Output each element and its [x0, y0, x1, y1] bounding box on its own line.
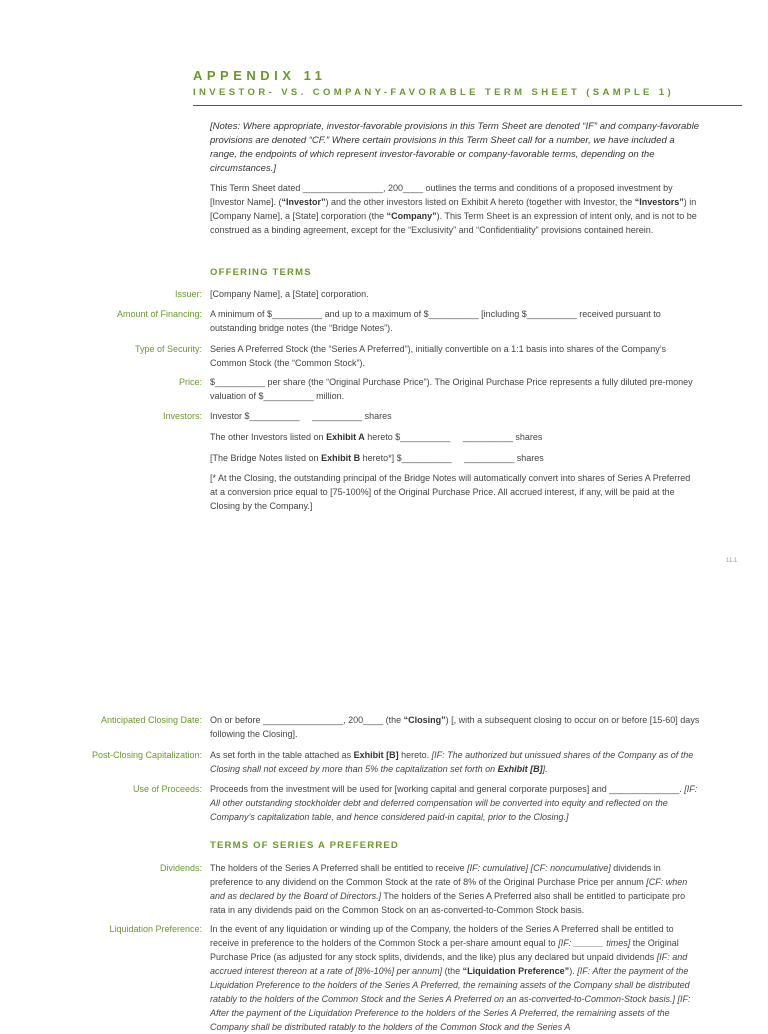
dividends-cf-clause: [CF: when and as declared by the Board of Directors.] [210, 877, 688, 901]
investors-line-2-amount: hereto $__________ __________ shares [364, 432, 543, 442]
investors-line-2 [210, 430, 700, 444]
dividends-text [210, 861, 700, 917]
closing-bold: “Closing” [403, 715, 446, 725]
intro-paragraph [210, 181, 700, 237]
liquidation-if-times: [IF: ______ times] [558, 938, 631, 948]
price-text: $__________ per share (the “Original Purchase Price”). The Original Purchase Price represents a fully diluted pre-money valuation of $__________ million. [210, 377, 693, 401]
intro-text-3: ) in [Company Name], a [State] corporation (the [210, 197, 697, 221]
intro-text-4: ). This Term Sheet is an expression of intent only, and is not to be construed as a binding agreement, except for the “Exclusivity” and “Confidentiality” provisions contained herein. [210, 211, 697, 235]
investors-line-3-text: [The Bridge Notes listed on [210, 453, 322, 463]
exhibit-b-bracket-ref: Exhibit [B] [353, 750, 399, 760]
issuer-text: [Company Name], a [State] corporation. [210, 289, 369, 299]
intro-text-1: This Term Sheet dated ________________, 200____ outlines the terms and conditions of a proposed investment by [Investor Name]. ( [210, 183, 673, 207]
capitalization-if-clause: [IF: The authorized but unissued shares of the Company as of the Closing shall not exceed by more than 5% the capitalization set forth on [210, 750, 694, 774]
proceeds-text [210, 782, 700, 824]
intro-text-2: ) and the other investors listed on Exhibit A hereto (together with Investor, the [325, 197, 635, 207]
capitalization-label: Post-Closing Capitalization: [91, 750, 202, 760]
capitalization-text-2: hereto. [398, 750, 432, 760]
dividends-label: Dividends: [159, 863, 202, 873]
series-a-heading: TERMS OF SERIES A PREFERRED [210, 840, 399, 851]
amount-label: Amount of Financing: [116, 309, 202, 319]
investors-line-2-text: The other Investors listed on [210, 432, 327, 442]
liquidation-label: Liquidation Preference: [109, 924, 202, 934]
issuer-label: Issuer: [174, 289, 202, 299]
capitalization-if-end: ]. [542, 764, 548, 774]
investors-label: Investors: [162, 411, 202, 421]
intro-bold-investors: “Investors” [634, 197, 684, 207]
investors-line-3 [210, 451, 700, 465]
investors-line-3-amount: hereto*] $__________ __________ shares [360, 453, 544, 463]
offering-terms-heading: OFFERING TERMS [210, 267, 312, 278]
liquidation-text-1: In the event of any liquidation or winding up of the Company, the holders of the Series A Preferred shall be entitled to receive in preference to the holders of the Common Stock a per-share amount equal to [210, 924, 674, 948]
dividends-if-cf-clause: [IF: cumulative] [CF: noncumulative] [467, 863, 611, 873]
exhibit-b-ref: Exhibit B [321, 453, 361, 463]
liquidation-text-3: (the [442, 966, 463, 976]
header-divider [193, 105, 742, 106]
proceeds-if-clause: [IF: All other outstanding stockholder debt and deferred compensation will be converted into equity and reflected on the Company’s capitalization table, and hence considered paid-in capital, prior to the Closing.] [210, 784, 698, 822]
closing-label: Anticipated Closing Date: [100, 715, 202, 725]
page-number: 11.1 [726, 558, 738, 564]
capitalization-if-exhibit: Exhibit [B] [497, 764, 543, 774]
security-label: Type of Security: [134, 344, 202, 354]
appendix-subtitle: INVESTOR- VS. COMPANY-FAVORABLE TERM SHEET (SAMPLE 1) [193, 87, 675, 98]
security-text: Series A Preferred Stock (the “Series A Preferred”), initially convertible on a 1:1 basis into shares of the Company’s Common Stock (the “Common Stock”). [210, 344, 667, 368]
closing-text-1: On or before ________________, 200____ (the [210, 715, 404, 725]
price-label: Price: [178, 377, 202, 387]
notes-paragraph: [Notes: Where appropriate, investor-favorable provisions in this Term Sheet are denoted “IF” and company-favorable provisions are denoted “CF.” Where certain provisions in this Term Sheet call for a number, we have included a range, the endpoints of which represent investor-favorable or company-favorable terms, depending on the circumstances.] [210, 121, 699, 174]
appendix-title: APPENDIX 11 [193, 68, 327, 83]
exhibit-a-ref: Exhibit A [326, 432, 365, 442]
liquidation-text-2: the Original Purchase Price (as adjusted for any stock splits, dividends, and the like) plus any declared but unpaid dividends [210, 938, 679, 962]
capitalization-text [210, 748, 700, 776]
liquidation-preference-term: “Liquidation Preference” [462, 966, 570, 976]
liquidation-if-interest: [IF: and accrued interest thereon at a rate of [8%-10%] per annum] [210, 952, 688, 976]
bridge-footnote: [* At the Closing, the outstanding principal of the Bridge Notes will automatically convert into shares of Series A Preferred at a conversion price equal to [75-100%] of the Original Purchase Price. All accrued interest, if any, will be paid at the Closing by the Company.] [210, 473, 691, 511]
dividends-text-2: dividends in preference to any dividend on the Common Stock at the rate of 8% of the Original Purchase Price per annum [210, 863, 661, 887]
dividends-text-3: The holders of the Series A Preferred also shall be entitled to participate pro rata in any dividends paid on the Common Stock on an as-converted-to-Common Stock basis. [210, 891, 686, 915]
liquidation-text [210, 922, 700, 1034]
amount-text: A minimum of $__________ and up to a maximum of $__________ [including $__________ received pursuant to outstanding bridge notes (the “Bridge Notes”). [210, 309, 661, 333]
dividends-text-1: The holders of the Series A Preferred shall be entitled to receive [210, 863, 468, 873]
intro-bold-investor: “Investor” [281, 197, 326, 207]
intro-bold-company: “Company” [386, 211, 437, 221]
liquidation-text-4: ). [569, 966, 578, 976]
liquidation-if-clauses: [IF: After the payment of the Liquidation Preference to the holders of the Series A Preferred, the remaining assets of the Company shall be distributed ratably to the holders of the Common Stock and the Series A Preferred on an as-converted-to-Common-Stock basis.] [IF: After the payment of the Liquidation Preference to the holders of the Series A Preferred, the remaining assets of the Company shall be distributed ratably to the holders of the Common Stock and the Series A [210, 966, 691, 1032]
capitalization-text-1: As set forth in the table attached as [210, 750, 354, 760]
closing-text [210, 713, 700, 741]
proceeds-text-1: Proceeds from the investment will be used for [working capital and general corporate purposes] and ______________. [210, 784, 685, 794]
closing-text-2: ) [, with a subsequent closing to occur on or before [15-60] days following the Closing]. [210, 715, 700, 739]
investors-line-1: Investor $__________ __________ shares [210, 411, 392, 421]
proceeds-label: Use of Proceeds: [132, 784, 202, 794]
